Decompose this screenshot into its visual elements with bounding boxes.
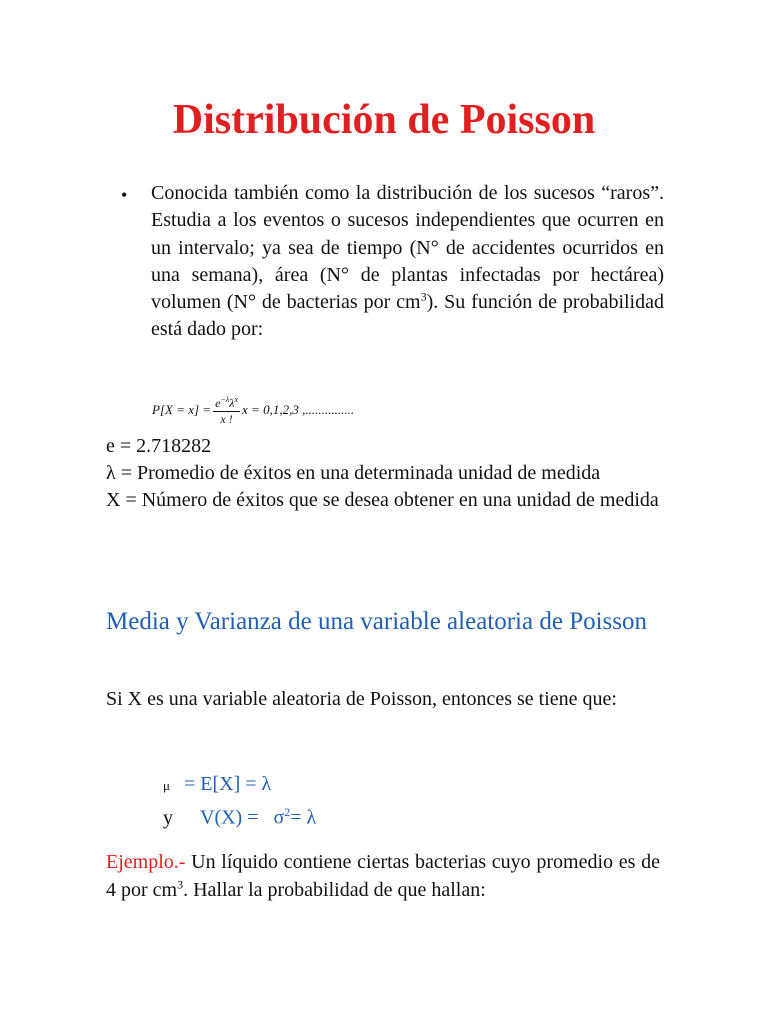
variance-expression: V(X) = [200, 806, 259, 829]
mean-symbol: μ [163, 778, 170, 793]
probability-formula [152, 393, 354, 426]
example-label: Ejemplo.- [106, 851, 186, 873]
variance-prefix: y [163, 806, 173, 829]
example-text: Un líquido contiene ciertas bacterias cuyo promedio es de 4 por cm [106, 851, 660, 901]
intro-text-after: ). Su función de probabilidad está dado por: [151, 291, 664, 341]
intro-text [151, 180, 664, 344]
variance-result: = λ [290, 806, 317, 829]
formula-numerator [213, 393, 240, 412]
formula-fraction [213, 393, 240, 426]
sigma-exponent: 2 [284, 805, 291, 819]
definitions [106, 433, 660, 514]
formula-e-exp: −λ [220, 395, 230, 404]
formula-e: e [215, 396, 221, 410]
section-heading: Media y Varianza de una variable aleatoria de Poisson [106, 608, 648, 635]
formula-lhs: P[X = x] = [152, 401, 212, 417]
sigma-symbol: σ [273, 806, 285, 829]
intro-text-main: Conocida también como la distribución de los sucesos “raros”. Estudia a los eventos o sucesos independientes que ocurren en un intervalo; ya sea de tiempo (N° de accidentes ocurridos en una semana), área (N° de plantas infectadas por hectárea) volumen (N° de bacterias por cm [151, 182, 664, 314]
section-paragraph: Si X es una variable aleatoria de Poisson, entonces se tiene que: [106, 688, 617, 710]
page-title: Distribución de Poisson [172, 97, 596, 143]
mean-expression: = E[X] = λ [183, 773, 272, 795]
variance-formula [163, 798, 316, 832]
example-text-after: . Hallar la probabilidad de que hallan: [183, 878, 486, 901]
mean-formula [163, 770, 271, 800]
formula-lambda: λ [229, 396, 235, 410]
formula-lambda-exp: x [234, 395, 239, 404]
example-superscript: 3 [177, 876, 184, 891]
intro-bullet [121, 180, 664, 344]
intro-superscript: 3 [420, 289, 427, 304]
formula-denominator: x ! [220, 412, 233, 426]
formula-domain: x = 0,1,2,3 ,............... [242, 401, 355, 417]
bullet-dot-icon: • [121, 185, 128, 205]
definition-x: X = Número de éxitos que se desea obtener en una unidad de medida [106, 489, 659, 511]
definition-e: e = 2.718282 [106, 435, 212, 457]
definition-lambda: λ = Promedio de éxitos en una determinada unidad de medida [106, 462, 601, 484]
example-paragraph [106, 849, 660, 904]
